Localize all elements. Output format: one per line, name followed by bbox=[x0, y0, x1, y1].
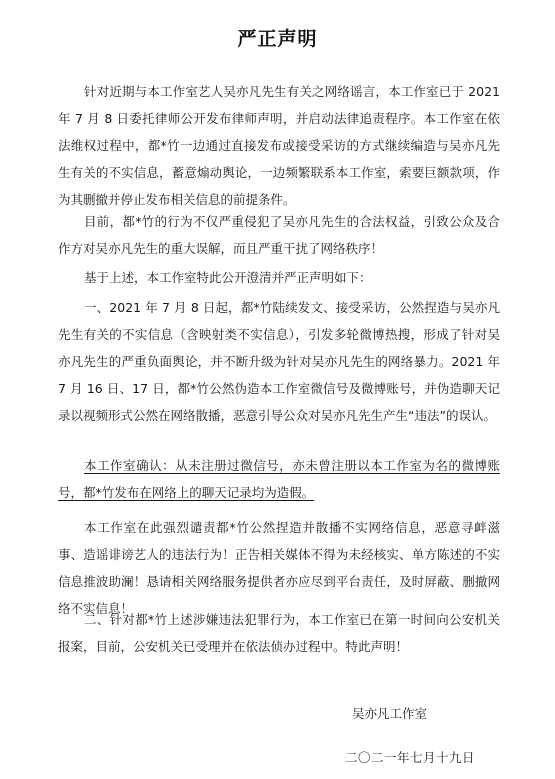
paragraph-point-two: 二、针对都*竹上述涉嫌违法犯罪行为，本工作室已在第一时间向公安机关报案，目前，公安机关已受理并在依法侦办过程中。特此声明！ bbox=[58, 612, 500, 654]
signature: 吴亦凡工作室 bbox=[352, 706, 428, 721]
paragraph-confirmation: 本工作室确认：从未注册过微信号，亦未曾注册以本工作室为名的微博账号，都*竹发布在网络上的聊天记录均为造假。 bbox=[58, 458, 500, 500]
paragraph-point-one: 一、2021 年 7 月 8 日起，都*竹陆续发文、接受采访，公然捏造与吴亦凡先生有关的不实信息（含映射类不实信息），引发多轮微博热搜，形成了针对吴亦凡先生的严重负面舆论，并不断升级为针对吴亦凡先生的网络暴力。2021 年 7 月 16 日、17 日，都*竹公然伪造本工作室微信号及微博账号，并伪造聊天记录以视频形式公然在网络散播，恶意引导公众对吴亦凡先生产生“违法”的误认。 bbox=[58, 300, 500, 423]
paragraph-background: 针对近期与本工作室艺人吴亦凡先生有关之网络谣言，本工作室已于 2021 年 7 月 8 日委托律师公开发布律师声明，并启动法律追责程序。本工作室在依法维权过程中，都*竹一边通过直接发布或接受采访的方式继续编造与吴亦凡先生有关的不实信息，蓄意煽动舆论，一边频繁联系本工作室，索要巨额款项，作为其删撤并停止发布相关信息的前提条件。 bbox=[58, 84, 500, 207]
document-title: 严正声明 bbox=[237, 28, 318, 50]
paragraph-intro: 基于上述，本工作室特此公开澄清并严正声明如下： bbox=[84, 270, 372, 285]
paragraph-impact: 目前，都*竹的行为不仅严重侵犯了吴亦凡先生的合法权益，引致公众及合作方对吴亦凡先生的重大误解，而且严重干扰了网络秩序！ bbox=[58, 214, 500, 256]
paragraph-condemnation: 本工作室在此强烈谴责都*竹公然捏造并散播不实网络信息，恶意寻衅滋事、造谣诽谤艺人的违法行为！正告相关媒体不得为未经核实、单方陈述的不实信息推波助澜！恳请相关网络服务提供者亦应尽到平台责任，及时屏蔽、删撤网络不实信息！ bbox=[58, 520, 500, 616]
statement-date: 二〇二一年七月十九日 bbox=[345, 750, 476, 765]
